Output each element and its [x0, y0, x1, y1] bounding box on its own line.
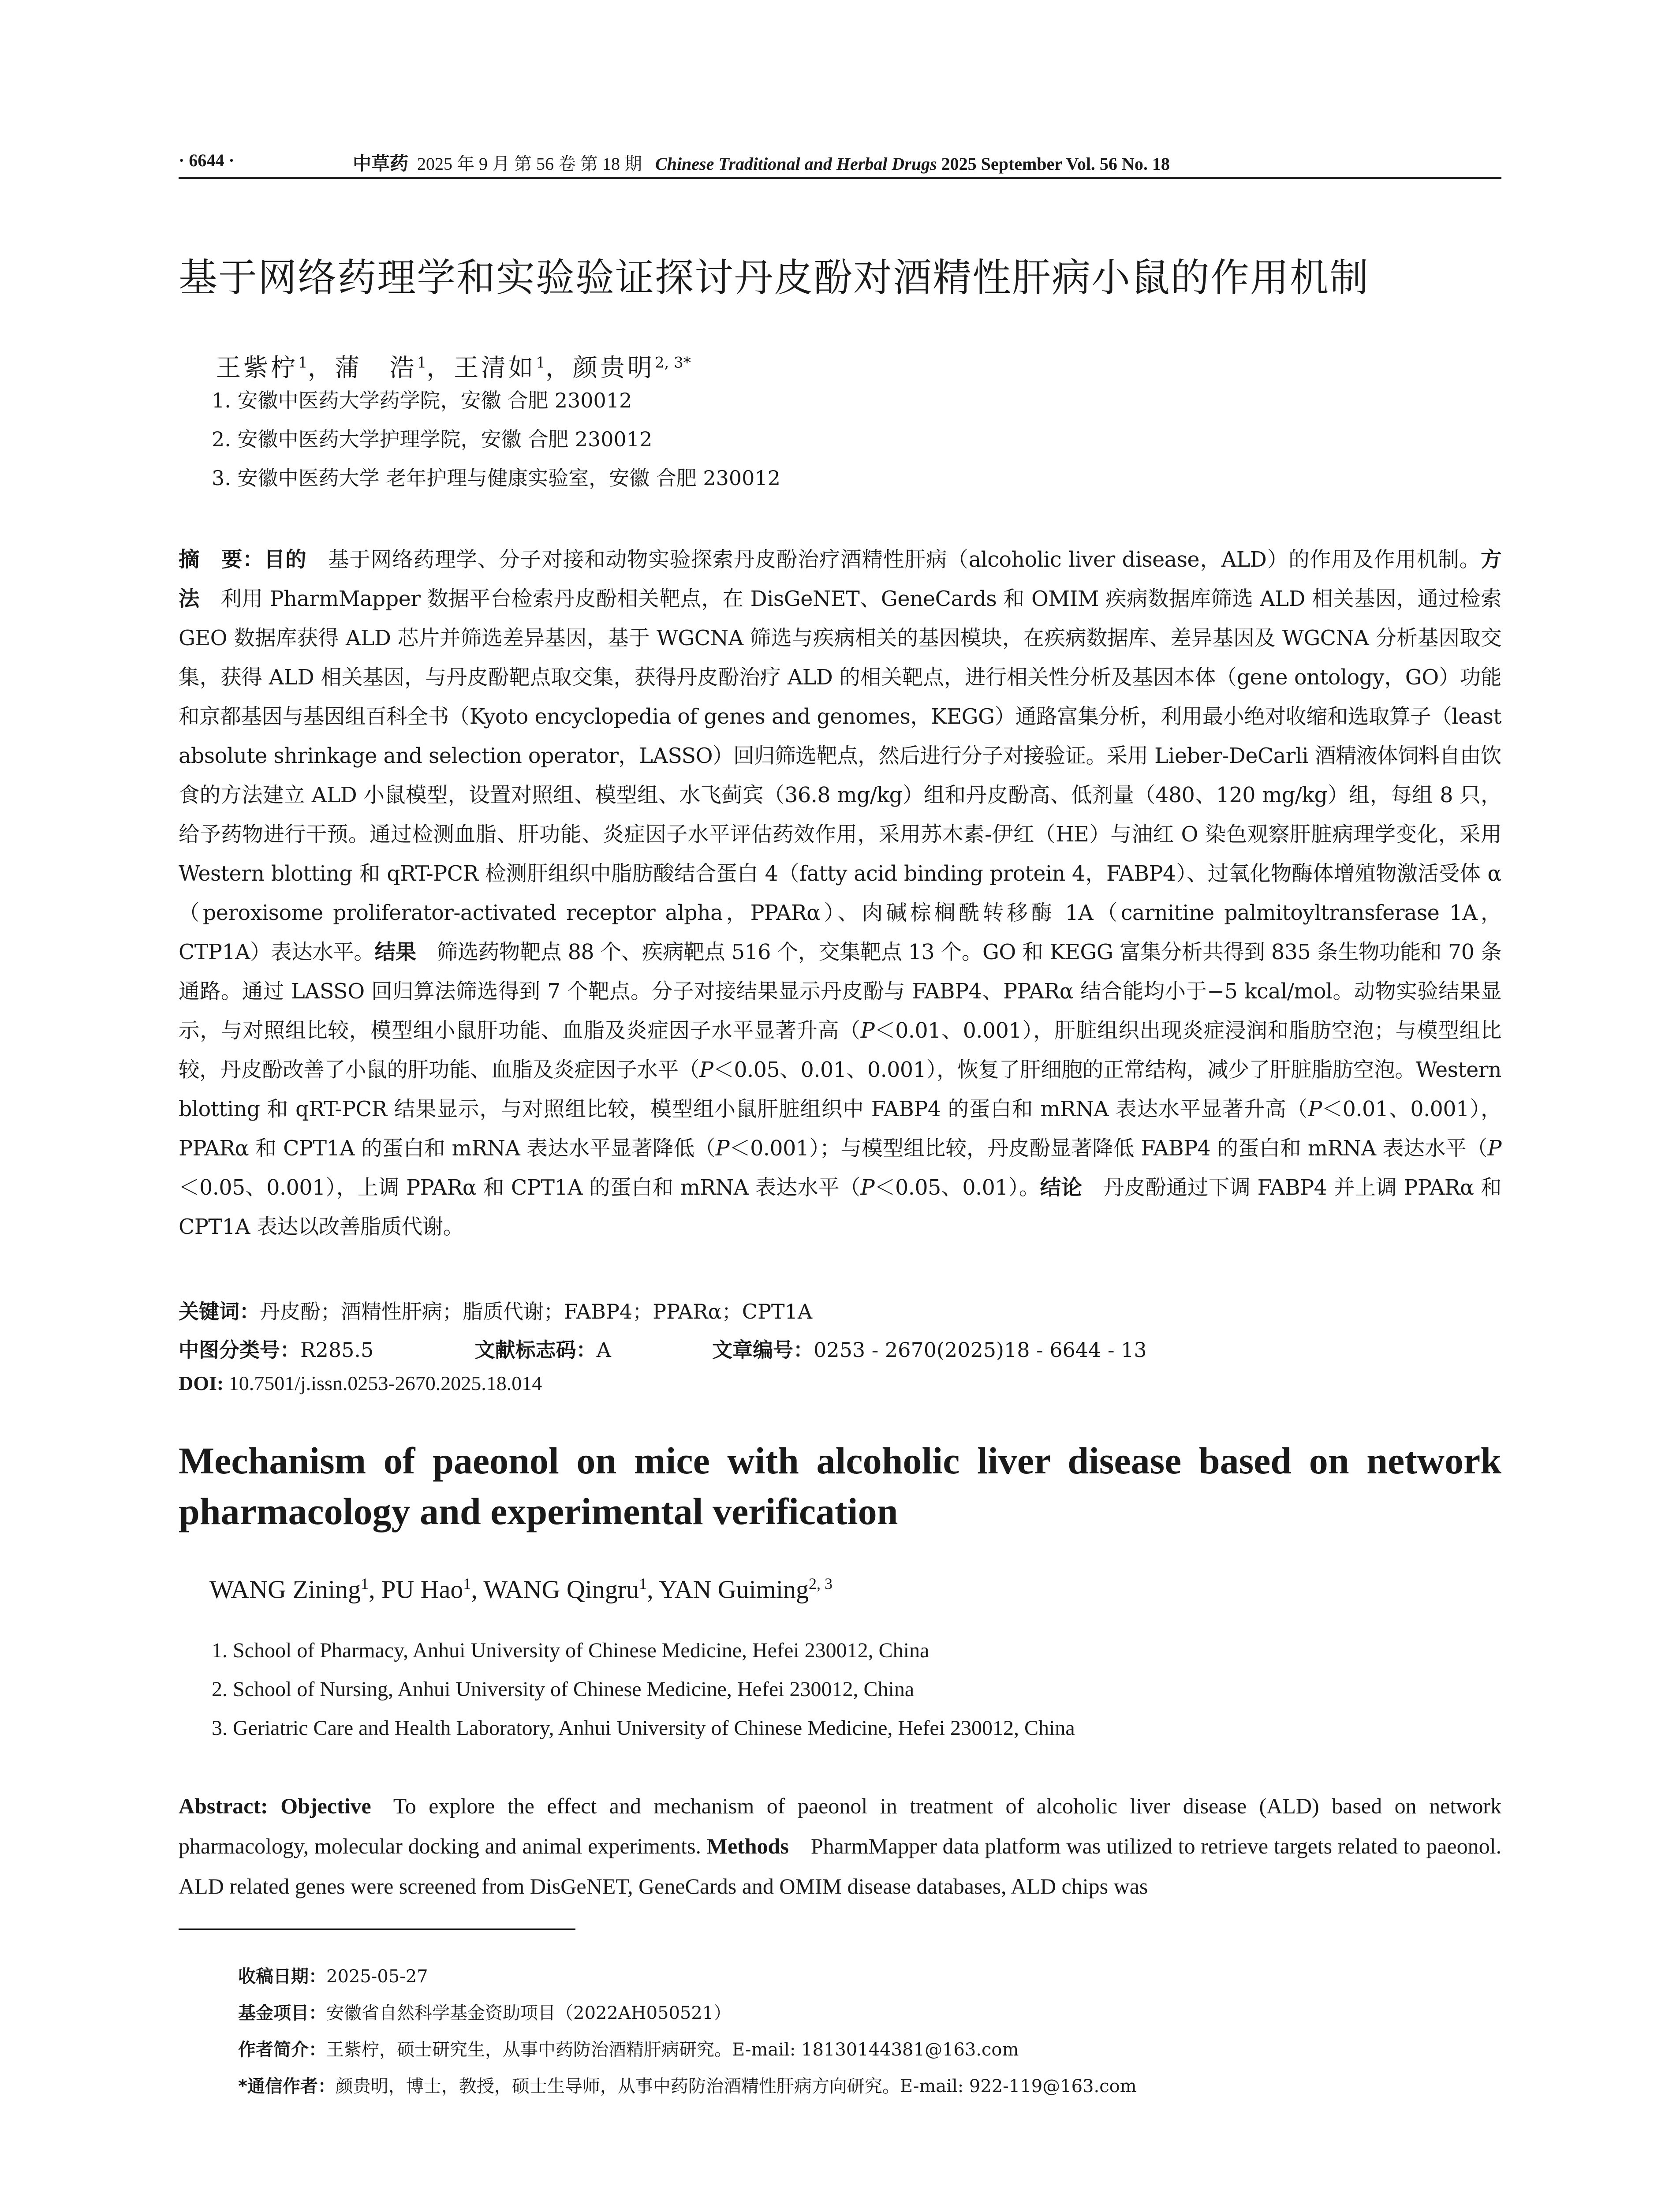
footnote-rule — [179, 1928, 575, 1930]
affiliation-en: 3. Geriatric Care and Health Laboratory, Anhui University of Chinese Medicine, Hefei 230012, China — [212, 1716, 1075, 1740]
keywords-text: 丹皮酚；酒精性肝病；脂质代谢；FABP4；PPARα；CPT1A — [260, 1300, 813, 1323]
doi-link[interactable]: 10.7501/j.issn.0253-2670.2025.18.014 — [228, 1372, 542, 1394]
footnote-text: 颜贵明，博士，教授，硕士生导师，从事中药防治酒精性肝病方向研究。E-mail: 922-119@163.com — [335, 2076, 1137, 2097]
author-cn: 蒲 浩 — [335, 354, 417, 382]
footnote-label: 基金项目： — [238, 2003, 326, 2023]
author-en: PU Hao — [381, 1575, 463, 1604]
clc-value: R285.5 — [300, 1338, 374, 1362]
doi-label: DOI: — [179, 1372, 224, 1394]
clc-label: 中图分类号： — [179, 1338, 300, 1362]
author-cn: 王紫柠 — [216, 354, 298, 382]
results-text: ＜0.05、0.01、0.001），恢复了肝细胞的正常结构，减少了肝脏脂肪空泡。Western blotting 和 qRT-PCR 结果显示，与对照组比较，模型组小鼠肝脏组织中 FABP4 的蛋白和 mRNA 表达水平显著升高（ — [179, 1058, 1502, 1121]
journal-name-cn: 中草药 — [353, 153, 409, 174]
results-text: ＜0.01、0.001），PPARα 和 CPT1A 的蛋白和 mRNA 表达水平显著降低（ — [179, 1097, 1502, 1161]
author-cn: 王清如 — [454, 354, 536, 382]
affiliation-en: 1. School of Pharmacy, Anhui University of Chinese Medicine, Hefei 230012, China — [212, 1639, 930, 1662]
results-label: 结果 — [374, 940, 416, 964]
results-text: ＜0.001）；与模型组比较，丹皮酚显著降低 FABP4 的蛋白和 mRNA 表达水平（ — [729, 1136, 1488, 1161]
results-text: ＜0.01、0.001），肝脏组织出现炎症浸润和脂肪空泡；与模型组比较，丹皮酚改善了小鼠的肝功能、血脂及炎症因子水平（ — [179, 1019, 1501, 1082]
classification-line — [179, 1334, 1147, 1363]
author-list-cn: 王紫柠$^1$，蒲 浩$^1$，王清如$^1$，颜贵明$^{2, 3*}$ — [216, 354, 691, 382]
p-symbol: P — [1308, 1097, 1322, 1121]
author-sup: 1 — [417, 354, 427, 372]
author-en: WANG Qingru — [483, 1575, 639, 1604]
author-list-en: WANG Zining$^1$, PU Hao$^1$, WANG Qingru$^1$, YAN Guiming$^{2, 3}$ — [209, 1575, 833, 1604]
methods-label: 方法 — [179, 548, 1502, 611]
doc-code-label: 文献标志码： — [474, 1338, 597, 1362]
received-date — [238, 1962, 428, 1988]
footnote-text: 2025-05-27 — [326, 1966, 428, 1987]
footnote-label: 作者简介： — [238, 2040, 326, 2060]
doc-code-value: A — [596, 1338, 611, 1362]
issue-cn: 2025 年 9 月 第 56 卷 第 18 期 — [417, 154, 642, 174]
doi-line — [179, 1372, 542, 1395]
p-symbol: P — [860, 1019, 875, 1043]
footnote-text: 王紫柠，硕士研究生，从事中药防治酒精肝病研究。E-mail: 18130144381@163.com — [326, 2040, 1019, 2060]
p-symbol: P — [699, 1058, 713, 1082]
author-sup: 1 — [298, 354, 308, 372]
header-rule — [179, 177, 1501, 179]
abstract-en — [179, 1786, 1501, 1906]
author-en: YAN Guiming — [659, 1575, 809, 1604]
keywords-label: 关键词： — [179, 1300, 260, 1323]
issue-en: 2025 September Vol. 56 No. 18 — [941, 154, 1170, 174]
page-title-cn: 基于网络药理学和实验验证探讨丹皮酚对酒精性肝病小鼠的作用机制 — [179, 255, 1370, 300]
journal-name-en: Chinese Traditional and Herbal Drugs — [655, 154, 937, 174]
author-cn: 颜贵明 — [572, 354, 655, 382]
p-symbol: P — [860, 1176, 875, 1200]
page-number: · 6644 · — [179, 150, 235, 170]
objective-label: 目的 — [264, 548, 307, 572]
article-no-value: 0253 - 2670(2025)18 - 6644 - 13 — [814, 1338, 1147, 1362]
corresponding-author — [238, 2072, 1137, 2097]
keywords-cn — [179, 1296, 812, 1325]
affiliation-cn: 3. 安徽中医药大学 老年护理与健康实验室，安徽 合肥 230012 — [212, 466, 780, 490]
abstract-objective-label: Abstract: Objective — [179, 1794, 371, 1818]
methods-label: Methods — [706, 1834, 789, 1858]
affiliation-cn: 1. 安徽中医药大学药学院，安徽 合肥 230012 — [212, 389, 632, 412]
funding — [238, 1999, 731, 2024]
affiliation-cn: 2. 安徽中医药大学护理学院，安徽 合肥 230012 — [212, 427, 653, 451]
results-text: ＜0.05、0.01）。 — [874, 1176, 1040, 1200]
footnote-label: 收稿日期： — [238, 1966, 326, 1987]
objective-text: To explore the effect and mechanism of paeonol in treatment of alcoholic liver disease (ALD) based on network pharmacology, molecular docking and animal experiments. — [179, 1794, 1501, 1858]
methods-text: 利用 PharmMapper 数据平台检索丹皮酚相关靶点，在 DisGeNET、GeneCards 和 OMIM 疾病数据库筛选 ALD 相关基因，通过检索 GEO 数据库获得 ALD 芯片并筛选差异基因，基于 WGCNA 筛选与疾病相关的基因模块，在疾病数据库、差异基因及 WGCNA 分析基因取交集，获得 ALD 相关基因，与丹皮酚靶点取交集，获得丹皮酚治疗 ALD 的相关靶点，进行相关性分析及基因本体（gene ontology，GO）功能和京都基因与基因组百科全书（Kyoto encyclopedia of genes and genomes，KEGG）通路富集分析，利用最小绝对收缩和选取算子（least absolute shrinkage and selection operator，LASSO）回归筛选靶点，然后进行分子对接验证。采用 Lieber-DeCarli 酒精液体饲料自由饮食的方法建立 ALD 小鼠模型，设置对照组、模型组、水飞蓟宾（36.8 mg/kg）组和丹皮酚高、低剂量（480、120 mg/kg）组，每组 8 只，给予药物进行干预。通过检测血脂、肝功能、炎症因子水平评估药效作用，采用苏木素-伊红（HE）与油红 O 染色观察肝脏病理学变化，采用 Western blotting 和 qRT-PCR 检测肝组织中脂肪酸结合蛋白 4（fatty acid binding protein 4，FABP4）、过氧化物酶体增殖物激活受体 α（peroxisome proliferator-activated receptor alpha，PPARα）、肉碱棕榈酰转移酶 1A（carnitine palmitoyltransferase 1A，CTP1A）表达水平。 — [179, 587, 1501, 964]
footnote-label: *通信作者： — [238, 2076, 336, 2097]
running-header — [353, 149, 1170, 176]
footnote-text: 安徽省自然科学基金资助项目（2022AH050521） — [326, 2003, 732, 2023]
article-no-label: 文章编号： — [712, 1338, 814, 1362]
author-sup: 1 — [463, 1575, 471, 1592]
results-text: ＜0.05、0.001），上调 PPARα 和 CPT1A 的蛋白和 mRNA 表达水平（ — [179, 1176, 861, 1200]
affiliation-en: 2. School of Nursing, Anhui University of Chinese Medicine, Hefei 230012, China — [212, 1678, 915, 1701]
author-sup: 1 — [361, 1575, 369, 1592]
author-bio — [238, 2036, 1019, 2061]
author-sup: 2, 3* — [654, 354, 691, 372]
conclusion-label: 结论 — [1040, 1176, 1083, 1200]
page-title-en: Mechanism of paeonol on mice with alcoholic liver disease based on network pharmacology and experimental verification — [179, 1439, 1501, 1532]
author-sup: 2, 3 — [809, 1575, 833, 1592]
author-sup: 1 — [639, 1575, 647, 1592]
author-en: WANG Zining — [209, 1575, 361, 1604]
author-sup: 1 — [536, 354, 545, 372]
p-symbol: P — [1487, 1136, 1501, 1161]
abstract-cn — [179, 540, 1501, 1247]
p-symbol: P — [715, 1136, 730, 1161]
results-text: 筛选药物靶点 88 个、疾病靶点 516 个，交集靶点 13 个。GO 和 KEGG 富集分析共得到 835 条生物功能和 70 条通路。通过 LASSO 回归算法筛选得到 7 个靶点。分子对接结果显示丹皮酚与 FABP4、PPARα 结合能均小于−5 kcal/mol。动物实验结果显示，与对照组比较，模型组小鼠肝功能、血脂及炎症因子水平显著升高（ — [179, 940, 1502, 1043]
abstract-label: 摘 要： — [179, 548, 264, 572]
conclusion-text: 丹皮酚通过下调 FABP4 并上调 PPARα 和 CPT1A 表达以改善脂质代谢。 — [179, 1176, 1501, 1239]
objective-text: 基于网络药理学、分子对接和动物实验探索丹皮酚治疗酒精性肝病（alcoholic liver disease，ALD）的作用及作用机制。 — [327, 548, 1481, 572]
methods-text: PharmMapper data platform was utilized to retrieve targets related to paeonol. ALD related genes were screened from DisGeNET, GeneCards and OMIM disease databases, ALD chips was — [179, 1834, 1501, 1899]
